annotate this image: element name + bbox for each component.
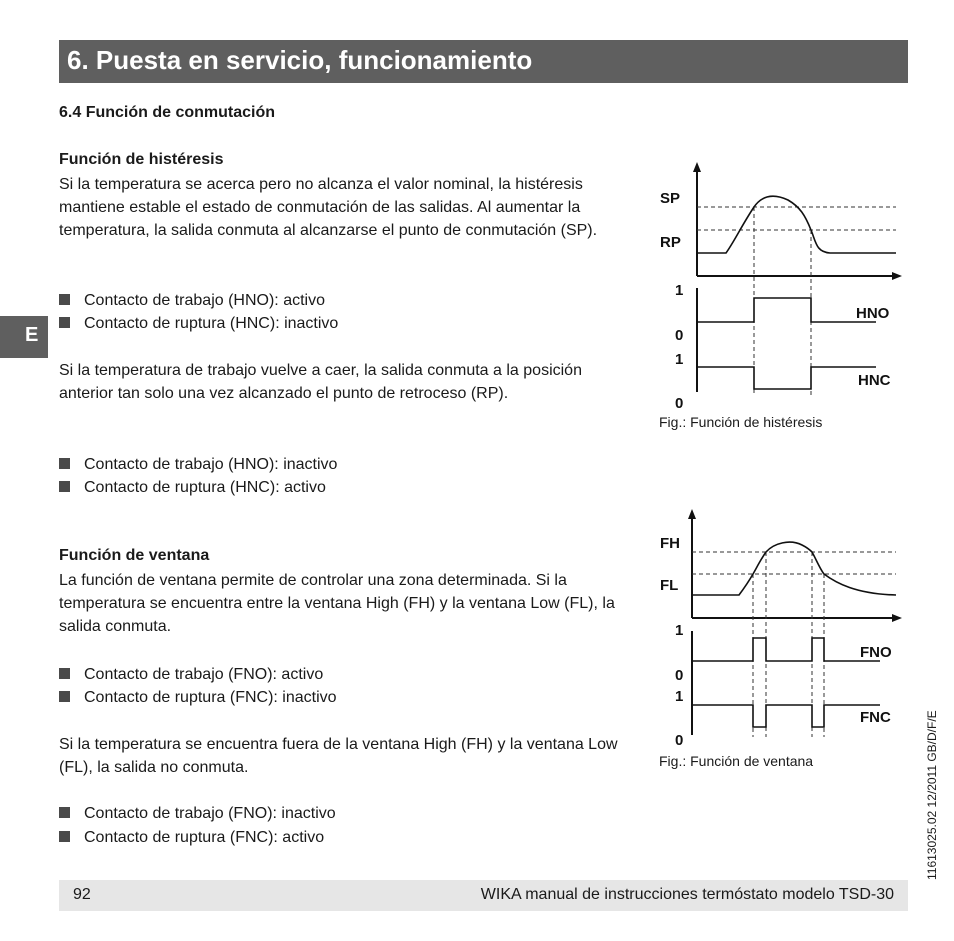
bullet-square (59, 831, 70, 842)
hysteresis-heading: Función de histéresis (59, 151, 224, 168)
hno-signal (697, 298, 876, 322)
hno-label: HNO (856, 305, 890, 322)
temperature-curve (692, 542, 896, 595)
fh-label: FH (660, 535, 680, 552)
fno-label: FNO (860, 644, 892, 661)
hysteresis-diagram (650, 160, 910, 415)
hnc-signal (697, 367, 876, 389)
rp-label: RP (660, 234, 681, 251)
list-item: Contacto de ruptura (FNC): inactivo (59, 686, 337, 709)
level-0-label: 0 (675, 667, 684, 684)
x-axis-arrow (892, 272, 902, 280)
window-paragraph-1: La función de ventana permite de controlar una zona determinada. Si la temperatura se encuentra entre la ventana High (FH) y la ventana Low (FL), la salida conmuta. (59, 572, 615, 635)
window-paragraph-2: Si la temperatura se encuentra fuera de la ventana High (FH) y la ventana Low (FL), la salida no conmuta. (59, 736, 618, 776)
language-tab-label: E (25, 324, 39, 346)
window-figure-caption: Fig.: Función de ventana (659, 753, 814, 769)
level-1-label: 1 (675, 282, 684, 299)
sp-label: SP (660, 190, 681, 207)
fnc-label: FNC (860, 709, 891, 726)
bullet-square (59, 807, 70, 818)
document-code: 11613025.02 12/2011 GB/D/F/E (925, 710, 939, 880)
bullet-square (59, 691, 70, 702)
bullet-square (59, 668, 70, 679)
level-1-label: 1 (675, 351, 684, 368)
y-axis-arrow (693, 162, 701, 172)
bullet-square (59, 317, 70, 328)
list-item: Contacto de trabajo (FNO): inactivo (59, 802, 336, 825)
list-item: Contacto de ruptura (FNC): activo (59, 826, 324, 849)
bullet-square (59, 481, 70, 492)
level-0-label: 0 (675, 732, 684, 749)
level-1-label: 1 (675, 622, 684, 639)
x-axis-arrow (892, 614, 902, 622)
y-axis-arrow (688, 509, 696, 519)
hnc-label: HNC (858, 372, 891, 389)
window-diagram (650, 505, 910, 755)
fl-label: FL (660, 577, 679, 594)
footer-title: WIKA manual de instrucciones termóstato modelo TSD-30 (480, 886, 894, 903)
level-0-label: 0 (675, 395, 684, 412)
section-heading: 6.4 Función de conmutación (59, 104, 276, 121)
list-item: Contacto de trabajo (HNO): inactivo (59, 453, 337, 476)
chapter-title-bar (59, 40, 908, 83)
list-item: Contacto de ruptura (HNC): activo (59, 476, 326, 499)
list-item: Contacto de trabajo (FNO): activo (59, 663, 323, 686)
hysteresis-paragraph-2: Si la temperatura de trabajo vuelve a caer, la salida conmuta a la posición anterior tan solo una vez alcanzado el punto de retroceso (RP). (59, 362, 582, 402)
hysteresis-figure-caption: Fig.: Función de histéresis (659, 414, 823, 430)
fnc-signal (692, 705, 880, 727)
bullet-square (59, 294, 70, 305)
bullet-square (59, 458, 70, 469)
list-item: Contacto de trabajo (HNO): activo (59, 289, 325, 312)
footer-bar (59, 880, 908, 911)
level-1-label: 1 (675, 688, 684, 705)
window-heading: Función de ventana (59, 547, 210, 564)
level-0-label: 0 (675, 327, 684, 344)
hysteresis-paragraph-1: Si la temperatura se acerca pero no alcanza el valor nominal, la histéresis mantiene estable el estado de conmutación de las salidas. Al aumentar la temperatura, la salida conmuta al alcanzarse el punto de conmutación (SP). (59, 176, 598, 239)
fno-signal (692, 638, 880, 661)
list-item: Contacto de ruptura (HNC): inactivo (59, 312, 338, 335)
temperature-curve (697, 196, 896, 253)
language-tab (0, 316, 48, 358)
chapter-title: 6. Puesta en servicio, funcionamiento (67, 45, 533, 75)
page-number: 92 (73, 886, 91, 903)
